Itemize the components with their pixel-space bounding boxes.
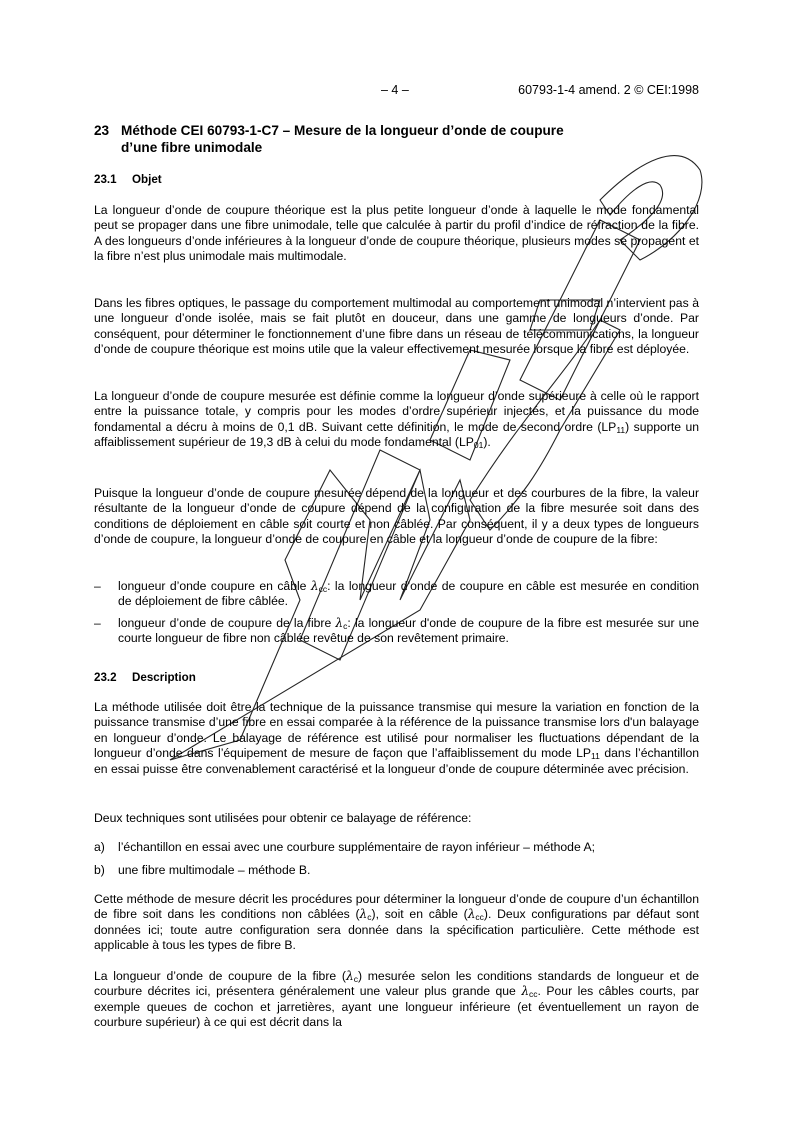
paragraph-4: Puisque la longueur d’onde de coupure mesurée dépend de la longueur et des courbures de la fibre, la valeur résultante de la longueur d’onde de coupure dépend de la configuration de la fibre mesurée soit dans des conditions de déploiement en câble soit courte et non câblée. Par conséquent, il y a deux types de longueurs d’onde de coupure, la longueur d’onde de coupure en câble et la longueur d’onde de coupure de la fibre: [94,486,699,547]
page-number: – 4 – [381,83,409,97]
subsection-title: Objet [132,173,162,186]
list-item-cable-cutoff: – longueur d’onde coupure en câble $\lambda_{cc}$: la longueur d’onde de coupure en câble est mesurée en condition de déploiement de fibre câblée. [94,579,699,609]
list-dash: – [94,579,101,593]
document-reference: 60793-1-4 amend. 2 © CEI:1998 [518,83,699,97]
subsection-title: Description [132,671,196,684]
paragraph-6: Deux techniques sont utilisées pour obtenir ce balayage de référence: [94,811,472,825]
section-number: 23 [94,123,110,138]
subsection-heading-objet [94,173,162,186]
section-heading [94,122,694,156]
subsection-number: 23.2 [94,671,117,684]
paragraph-7: Cette méthode de mesure décrit les procédures pour déterminer la longueur d’onde de coupure d’un échantillon de fibre soit dans les conditions non câblées $(\lambda_c)$, soit en câble $(\lambda_{cc})$. Deux configurations par défaut sont données ici; toute autre configuration sera donnée dans la spécification particulière. Cette méthode est applicable à tous les types de fibre B. [94,892,699,953]
list-item-fibre-cutoff: – longueur d’onde de coupure de la fibre $\lambda_c$: la longueur d'onde de coupure de la fibre est mesurée sur une courte longueur de fibre non câblée revêtue de son revêtement primaire. [94,616,699,646]
paragraph-8: La longueur d’onde de coupure de la fibre $(\lambda_c)$ mesurée selon les conditions standards de longueur et de courbure décrites ici, présentera généralement une valeur plus grande que $\lambda_{cc}$. Pour les câbles courts, par exemple queues de cochon et jarretières, ayant une longueur inférieure (et éventuellement un rayon de courbure supérieur) à ce qui est décrit dans la [94,969,700,1030]
subsection-number: 23.1 [94,173,117,186]
subsection-heading-description [94,671,196,684]
paragraph-5: La méthode utilisée doit être la technique de la puissance transmise qui mesure la variation en fonction de la puissance transmise d’une fibre en essai comparée à la référence de la puissance transmise lors d'un balayage en longueur d’onde. Le balayage de référence est utilisé pour normaliser les fluctuations dépendant de la longueur d’onde dans l’équipement de mesure de façon que l’affaiblissement du mode $LP_{11}$ dans l’échantillon en essai puisse être convenablement caractérisé et la longueur d’onde de coupure déterminée avec précision. [94,700,699,776]
paragraph-2: Dans les fibres optiques, le passage du comportement multimodal au comportement unimodal n’intervient pas à une longueur d’onde isolée, mais se fait plutôt en douceur, dans une gamme de longueurs d’onde. Par conséquent, pour déterminer le fonctionnement d’une fibre dans un réseau de télécommunications, la longueur d’onde de coupure théorique est moins utile que la valeur effectivement mesurée lorsque la fibre est déployée. [94,296,699,357]
section-title-line1: Méthode CEI 60793-1-C7 – Mesure de la longueur d’onde de coupure [121,123,564,138]
section-title-line2: d’une fibre unimodale [121,140,263,155]
list-dash: – [94,616,101,630]
list-item-method-b: b) une fibre multimodale – méthode B. [94,863,311,877]
list-item-method-a: a) l’échantillon en essai avec une courbure supplémentaire de rayon inférieur – méthode A; [94,840,595,854]
paragraph-1: La longueur d’onde de coupure théorique est la plus petite longueur d’onde à laquelle le mode fondamental peut se propager dans une fibre unimodale, telle que calculée à partir du profil d’indice de réfraction de la fibre. A des longueurs d’onde inférieures à la longueur d’onde de coupure théorique, plusieurs modes se propagent et la fibre n’est plus unimodale mais multimodale. [94,203,699,264]
paragraph-3: La longueur d’onde de coupure mesurée est définie comme la longueur d’onde supérieure à celle où le rapport entre la puissance totale, y compris pour les modes d’ordre supérieur injectés, et la puissance du mode fondamental a décru à moins de 0,1 dB. Suivant cette définition, le mode de second ordre $(LP_{11})$ supporte un affaiblissement supérieur de 19,3 dB à celui du mode fondamental $(LP_{01})$. [94,389,699,451]
